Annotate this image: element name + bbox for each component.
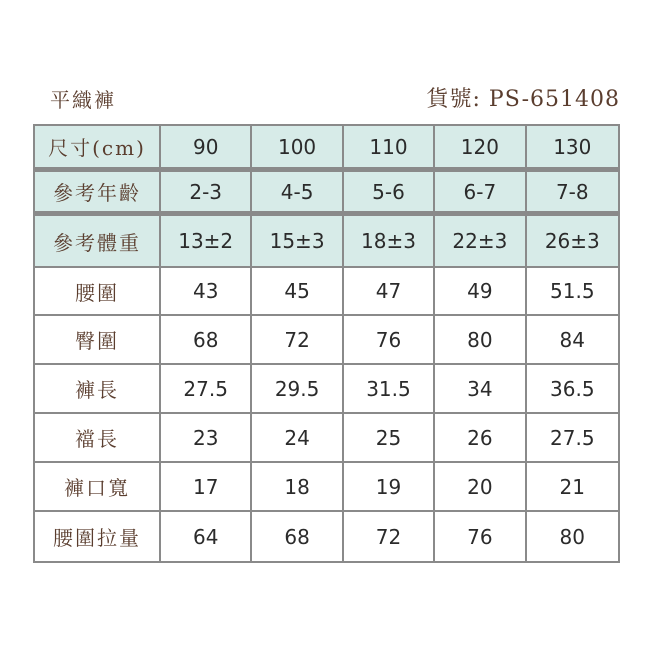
table-cell: 80 (559, 524, 585, 549)
table-cell: 29.5 (252, 365, 343, 414)
table-cell: 24 (252, 414, 343, 463)
table-cell: 6-7 (435, 172, 526, 216)
row-label: 褲長 (35, 365, 161, 414)
table-cell: 7-8 (527, 172, 618, 216)
table-header-row (35, 216, 618, 268)
table-row (35, 316, 618, 365)
table-cell: 72 (344, 512, 435, 561)
table-cell: 68 (252, 512, 343, 561)
table-cell: 68 (161, 316, 252, 365)
table-cell: 13±2 (161, 216, 252, 268)
table-header-row (35, 126, 618, 172)
table-cell: 25 (344, 414, 435, 463)
row-label: 參考年齡 (35, 172, 161, 216)
table-cell: 47 (344, 268, 435, 316)
table-cell: 21 (527, 463, 618, 512)
table-cell: 4-5 (252, 172, 343, 216)
table-cell: 72 (252, 316, 343, 365)
row-label: 參考體重 (35, 216, 161, 268)
table-cell: 19 (344, 463, 435, 512)
table-cell: 15±3 (252, 216, 343, 268)
row-label: 襠長 (35, 414, 161, 463)
table-cell: 36.5 (527, 365, 618, 414)
table-cell: 120 (435, 126, 526, 172)
table-cell: 84 (527, 316, 618, 365)
table-cell: 100 (252, 126, 343, 172)
table-cell: 64 (161, 512, 252, 561)
table-cell: 45 (252, 268, 343, 316)
table-cell: 43 (161, 268, 252, 316)
row-label: 臀圍 (35, 316, 161, 365)
table-cell: 27.5 (527, 414, 618, 463)
table-cell: 76 (435, 512, 526, 561)
row-label: 腰圍拉量 (35, 512, 161, 561)
table-row (35, 463, 618, 512)
table-cell: 130 (527, 126, 618, 172)
table-cell: 17 (161, 463, 252, 512)
table-cell: 5-6 (344, 172, 435, 216)
table-cell: 90 (161, 126, 252, 172)
table-cell: 80 (435, 316, 526, 365)
table-cell: 49 (435, 268, 526, 316)
table-row (35, 365, 618, 414)
table-row (35, 414, 618, 463)
table-cell: 76 (344, 316, 435, 365)
row-label: 尺寸(cm) (35, 126, 161, 172)
product-code: 貨號: PS-651408 (426, 87, 620, 112)
table-cell: 31.5 (344, 365, 435, 414)
table-cell: 51.5 (527, 268, 618, 316)
table-cell: 22±3 (435, 216, 526, 268)
product-name: 平織褲 (50, 88, 116, 112)
row-label: 腰圍 (35, 268, 161, 316)
table-cell: 34 (435, 365, 526, 414)
table-cell: 26 (435, 414, 526, 463)
table-cell: 18±3 (344, 216, 435, 268)
table-cell: 23 (161, 414, 252, 463)
table-header-row (35, 172, 618, 216)
size-chart-table (33, 124, 620, 563)
table-cell: 110 (344, 126, 435, 172)
table-row (35, 512, 618, 561)
table-cell: 2-3 (161, 172, 252, 216)
table-cell: 27.5 (161, 365, 252, 414)
table-cell: 20 (435, 463, 526, 512)
table-row (35, 268, 618, 316)
table-cell: 18 (252, 463, 343, 512)
table-cell: 26±3 (527, 216, 618, 268)
row-label: 褲口寬 (35, 463, 161, 512)
